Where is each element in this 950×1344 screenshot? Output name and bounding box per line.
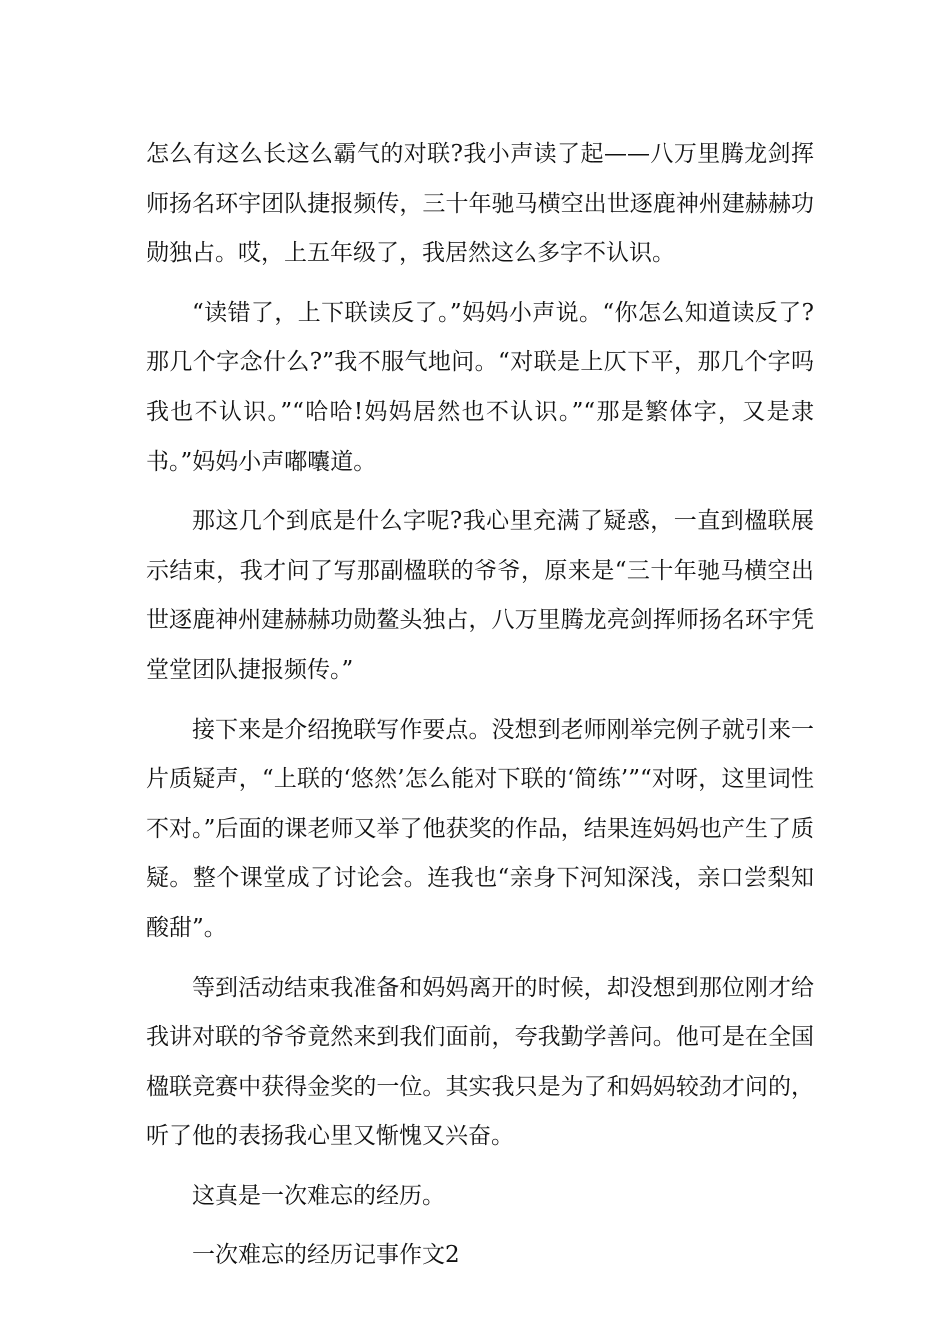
- section-heading: 一次难忘的经历记事作文2: [192, 1242, 460, 1269]
- paragraph-2: “读错了，上下联读反了。”妈妈小声说。“你怎么知道读反了?那几个字念什么?”我不服气地问。“对联是上仄下平，那几个字吗我也不认识。”“哈哈!妈妈居然也不认识。”“那是繁体字，又是隶书。”妈妈小声嘟囔道。: [146, 299, 814, 475]
- paragraph-3: 那这几个到底是什么字呢?我心里充满了疑惑，一直到楹联展示结束，我才问了写那副楹联的爷爷，原来是“三十年驰马横空出世逐鹿神州建赫赫功勋鳌头独占，八万里腾龙亮剑挥师扬名环宇凭堂堂团队捷报频传。”: [146, 508, 814, 683]
- document-body: [146, 130, 814, 1281]
- paragraph-5: 等到活动结束我准备和妈妈离开的时候，却没想到那位刚才给我讲对联的爷爷竟然来到我们面前，夸我勤学善问。他可是在全国楹联竞赛中获得金奖的一位。其实我只是为了和妈妈较劲才问的，听了他的表扬我心里又惭愧又兴奋。: [146, 974, 814, 1150]
- paragraph-4: 接下来是介绍挽联写作要点。没想到老师刚举完例子就引来一片质疑声，“上联的‘悠然’怎么能对下联的‘简练’”“对呀，这里词性不对。”后面的课老师又举了他获奖的作品，结果连妈妈也产生了质疑。整个课堂成了讨论会。连我也“亲身下河知深浅，亲口尝梨知酸甜”。: [146, 716, 814, 941]
- paragraph-1: 怎么有这么长这么霸气的对联?我小声读了起——八万里腾龙剑挥师扬名环宇团队捷报频传，三十年驰马横空出世逐鹿神州建赫赫功勋独占。哎，上五年级了，我居然这么多字不认识。: [146, 141, 814, 267]
- paragraph-6: 这真是一次难忘的经历。: [192, 1182, 445, 1209]
